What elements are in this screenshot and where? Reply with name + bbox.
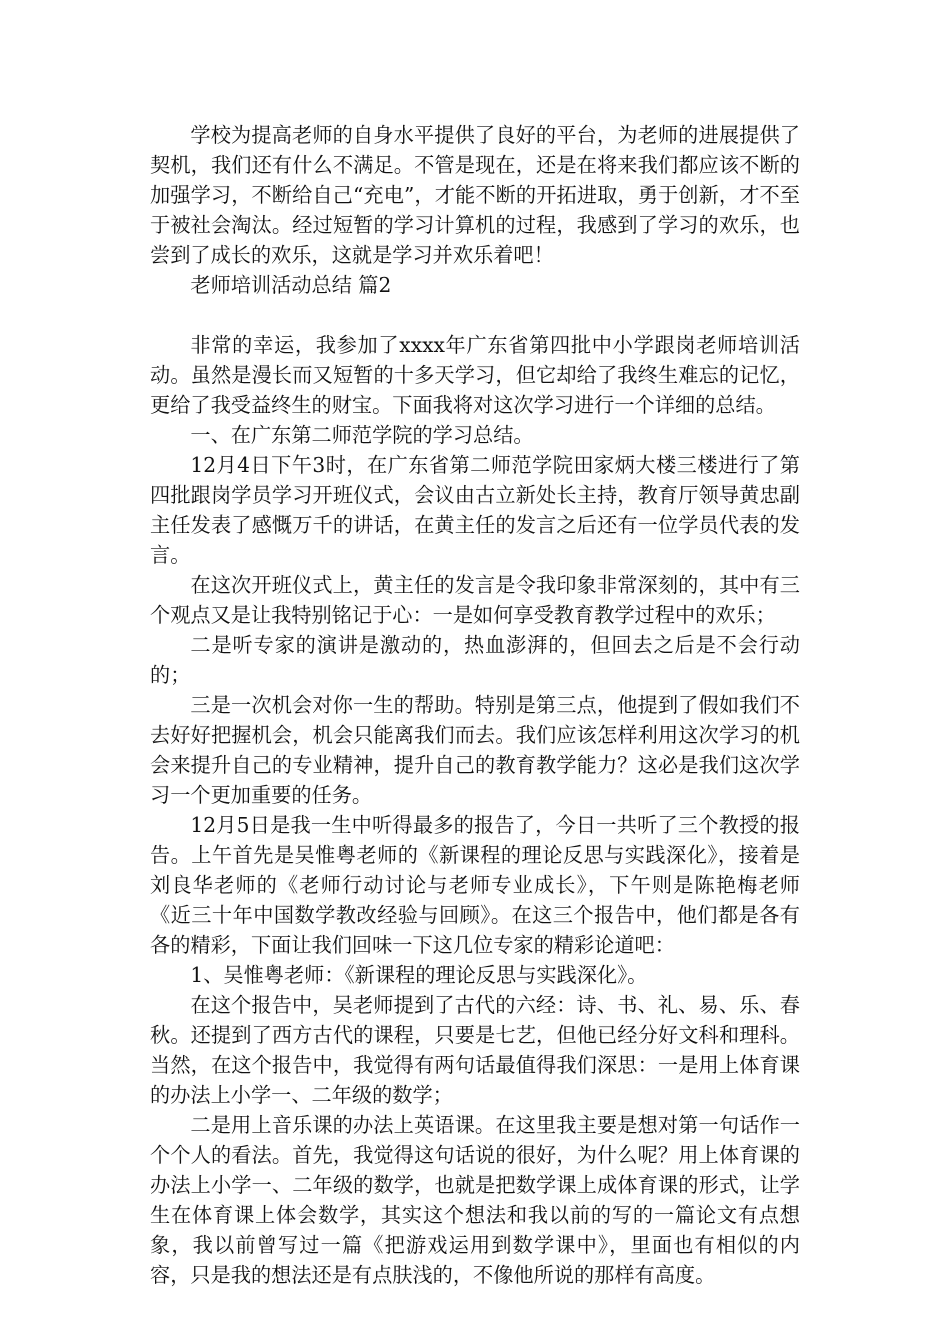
paragraph: 三是一次机会对你一生的帮助。特别是第三点，他提到了假如我们不去好好把握机会，机会只能离我们而去。我们应该怎样利用这次学习的机会来提升自己的专业精神，提升自己的教育教学能力？这必是我们这次学习一个更加重要的任务。 [150,693,800,807]
paragraph: 二是听专家的演讲是激动的，热血澎湃的，但回去之后是不会行动的； [150,633,800,687]
subheading: 1、吴惟粤老师：《新课程的理论反思与实践深化》。 [190,963,648,987]
paragraph: 在这个报告中，吴老师提到了古代的六经：诗、书、礼、易、乐、春秋。还提到了西方古代的课程，只要是七艺，但他已经分好文科和理科。当然，在这个报告中，我觉得有两句话最值得我们深思：一是用上体育课的办法上小学一、二年级的数学； [150,993,800,1107]
paragraph: 二是用上音乐课的办法上英语课。在这里我主要是想对第一句话作一个个人的看法。首先，我觉得这句话说的很好，为什么呢？用上体育课的办法上小学一、二年级的数学，也就是把数学课上成体育课的形式，让学生在体育课上体会数学，其实这个想法和我以前的写的一篇论文有点想象，我以前曾写过一篇《把游戏运用到数学课中》，里面也有相似的内容，只是我的想法还是有点肤浅的，不像他所说的那样有高度。 [150,1113,800,1287]
paragraph: 12月4日下午3时，在广东省第二师范学院田家炳大楼三楼进行了第四批跟岗学员学习开班仪式，会议由古立新处长主持，教育厅领导黄忠副主任发表了感慨万千的讲话，在黄主任的发言之后还有一位学员代表的发言。 [150,453,800,567]
paragraph: 在这次开班仪式上，黄主任的发言是令我印象非常深刻的，其中有三个观点又是让我特别铭记于心：一是如何享受教育教学过程中的欢乐； [150,573,800,627]
paragraph-intro: 学校为提高老师的自身水平提供了良好的平台，为老师的进展提供了契机，我们还有什么不满足。不管是现在，还是在将来我们都应该不断的加强学习，不断给自己“充电”，才能不断的开拓进取，勇于创新，才不至于被社会淘汰。经过短暂的学习计算机的过程，我感到了学习的欢乐，也尝到了成长的欢乐，这就是学习并欢乐着吧！ [150,123,800,267]
blank-line [150,300,800,330]
paragraph: 12月5日是我一生中听得最多的报告了，今日一共听了三个教授的报告。上午首先是吴惟粤老师的《新课程的理论反思与实践深化》，接着是刘良华老师的《老师行动讨论与老师专业成长》，下午则是陈艳梅老师《近三十年中国数学教改经验与回顾》。在这三个报告中，他们都是各有各的精彩，下面让我们回味一下这几位专家的精彩论道吧： [150,813,800,957]
subheading: 一、在广东第二师范学院的学习总结。 [190,423,534,447]
section-title: 老师培训活动总结 篇2 [190,273,392,297]
paragraph: 非常的幸运，我参加了xxxx年广东省第四批中小学跟岗老师培训活动。虽然是漫长而又短暂的十多天学习，但它却给了我终生难忘的记忆，更给了我受益终生的财宝。下面我将对这次学习进行一个详细的总结。 [150,333,800,417]
